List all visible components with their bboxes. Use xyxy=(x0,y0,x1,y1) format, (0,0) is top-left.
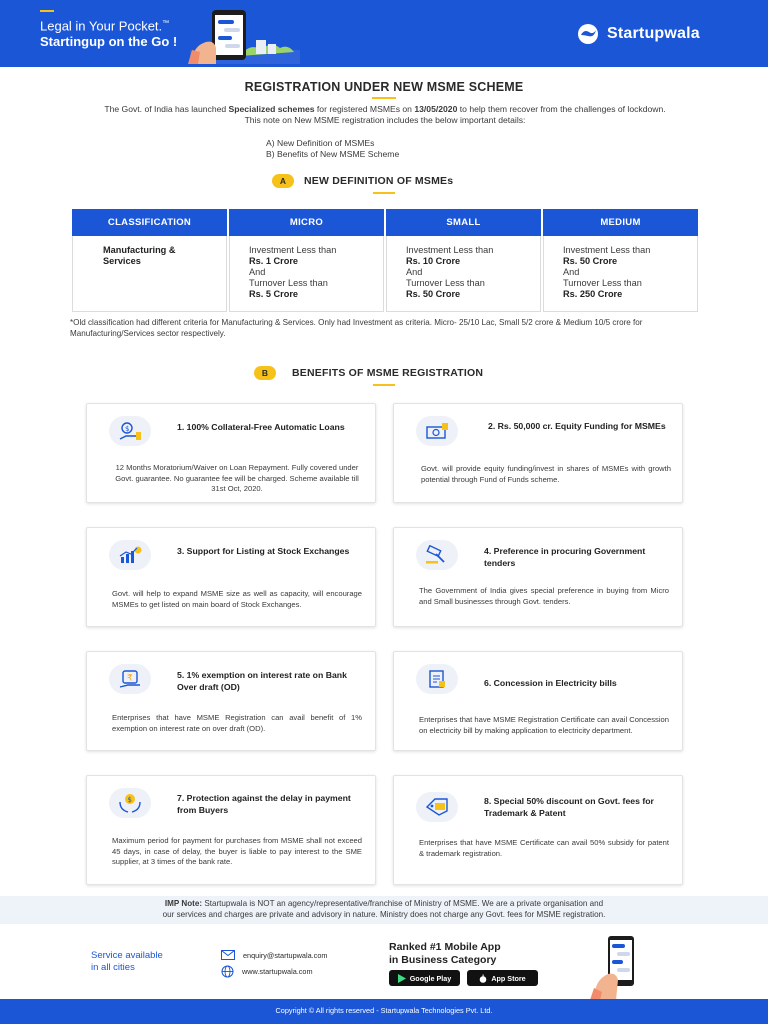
benefit-title: 3. Support for Listing at Stock Exchanges xyxy=(177,546,350,556)
website-link[interactable]: www.startupwala.com xyxy=(242,967,313,976)
benefit-card-8 xyxy=(393,775,683,885)
toc-item: A) New Definition of MSMEs xyxy=(266,138,375,148)
benefit-description: 12 Months Moratorium/Waiver on Loan Repayment. Fully covered under Govt. guarantee. No guarantee fee will be charged. Scheme available till 31st Oct, 2020. xyxy=(115,463,359,494)
classification-footnote: *Old classification had different criteria for Manufacturing & Services. Only had Investment as criteria. Micro- 25/10 Lac, Small 5/2 crore & Medium 10/5 crore for Manufacturing/Services sector respectively. xyxy=(70,318,643,338)
benefit-title: 6. Concession in Electricity bills xyxy=(484,678,617,688)
criteria-label: Turnover Less than xyxy=(249,278,328,288)
table-of-contents xyxy=(266,138,399,160)
website-contact[interactable] xyxy=(221,965,313,978)
gavel-icon xyxy=(416,540,458,570)
intro-date: 13/05/2020 xyxy=(414,104,458,114)
intro-paragraph xyxy=(100,104,670,126)
section-b-underline xyxy=(373,384,395,386)
turnover-limit: Rs. 50 Crore xyxy=(406,289,461,299)
startupwala-logo[interactable] xyxy=(577,23,700,45)
apple-icon xyxy=(479,974,487,983)
benefit-description: Maximum period for payment for purchases from MSME shall not exceed 45 days, in case of delay, the buyer is liable to pay interest to the SME supplier, at 3 times of the bank rate. xyxy=(112,836,362,867)
criteria-label: Investment Less than xyxy=(563,245,651,255)
investment-limit: Rs. 50 Crore xyxy=(563,256,618,266)
service-line-1: Service available xyxy=(91,950,163,961)
category-line: Manufacturing & xyxy=(103,245,176,255)
category-cell xyxy=(72,236,227,312)
medium-cell xyxy=(543,236,698,312)
benefit-title: 7. Protection against the delay in payment from Buyers xyxy=(177,793,351,815)
benefit-description: The Government of India gives special preference in buying from Micro and Small businesses through Govt. tenders. xyxy=(419,586,669,606)
section-b-badge: B xyxy=(254,366,276,380)
benefit-description: Govt. will help to expand MSME size as well as capacity, will encourage MSMEs to get listed on main board of Stock Exchanges. xyxy=(112,589,362,609)
benefit-description: Enterprises that have MSME Registration can avail benefit of 1% exemption on interest rate on over draft (OD). xyxy=(112,713,362,733)
criteria-connector: And xyxy=(406,267,423,277)
phone-hand-illustration xyxy=(170,6,310,64)
note-label: IMP Note: xyxy=(164,899,203,908)
toc-item: B) Benefits of New MSME Scheme xyxy=(266,149,400,159)
benefit-card-2 xyxy=(393,403,683,503)
tagline-accent-line xyxy=(40,10,54,12)
intro-text-2: for registered MSMEs on xyxy=(314,104,415,114)
section-b-heading xyxy=(254,366,483,380)
criteria-connector: And xyxy=(249,267,266,277)
benefit-card-3 xyxy=(86,527,376,627)
phone-in-hand-illustration xyxy=(580,930,660,1000)
benefit-title: 5. 1% exemption on interest rate on Bank Over draft (OD) xyxy=(177,670,347,692)
section-b-title: BENEFITS OF MSME REGISTRATION xyxy=(292,367,484,379)
brand-name: Startupwala xyxy=(607,25,700,42)
header-banner xyxy=(0,0,768,67)
column-header: MICRO xyxy=(229,209,384,236)
important-note xyxy=(0,896,768,924)
service-line-2: in all cities xyxy=(91,961,135,973)
column-header: MEDIUM xyxy=(543,209,698,236)
note-line-1: Startupwala is NOT an agency/representative/franchise of Ministry of MSME. We are a private organisation and xyxy=(202,899,604,908)
category-line: Services xyxy=(103,256,141,266)
turnover-limit: Rs. 5 Crore xyxy=(249,289,299,299)
turnover-limit: Rs. 250 Crore xyxy=(563,289,623,299)
tagline xyxy=(40,16,177,50)
app-store-button[interactable] xyxy=(467,970,538,986)
email-contact[interactable] xyxy=(221,950,327,960)
bill-icon xyxy=(416,664,458,694)
benefit-title: 2. Rs. 50,000 cr. Equity Funding for MSMEs xyxy=(488,421,666,431)
svg-text:$: $ xyxy=(127,796,132,804)
ranked-line-2: in Business Category xyxy=(389,954,497,966)
mail-icon xyxy=(221,950,235,960)
criteria-connector: And xyxy=(563,267,580,277)
tagline-line-2: Startingup on the Go ! xyxy=(40,34,178,50)
cash-icon xyxy=(416,416,458,446)
column-header: SMALL xyxy=(386,209,541,236)
column-header: CLASSIFICATION xyxy=(72,209,227,236)
table-row xyxy=(72,236,698,312)
ranked-line-1: Ranked #1 Mobile App xyxy=(389,941,501,953)
small-cell xyxy=(386,236,541,312)
protect-coin-icon xyxy=(109,788,151,818)
google-play-button[interactable] xyxy=(389,970,460,986)
svg-text:₹: ₹ xyxy=(127,673,133,684)
discount-tag-icon xyxy=(416,792,458,822)
criteria-label: Turnover Less than xyxy=(406,278,485,288)
benefit-description: Enterprises that have MSME Certificate can avail 50% subsidy for patent & trademark registration. xyxy=(419,838,669,858)
email-link[interactable]: enquiry@startupwala.com xyxy=(243,950,328,960)
benefit-card-7 xyxy=(86,775,376,885)
criteria-label: Investment Less than xyxy=(406,245,494,255)
investment-limit: Rs. 10 Crore xyxy=(406,256,461,266)
benefit-title: 1. 100% Collateral-Free Automatic Loans xyxy=(177,422,345,432)
section-a-badge: A xyxy=(272,174,294,188)
criteria-label: Turnover Less than xyxy=(563,278,642,288)
title-underline xyxy=(372,97,396,99)
play-icon xyxy=(398,974,406,983)
benefit-card-6 xyxy=(393,651,683,751)
app-ranking xyxy=(389,941,501,967)
intro-text-1: The Govt. of India has launched xyxy=(104,104,229,114)
investment-limit: Rs. 1 Crore xyxy=(249,256,299,266)
msme-classification-table xyxy=(70,209,700,312)
copyright-text: Copyright © All rights reserved - Startupwala Technologies Pvt. Ltd. xyxy=(275,1006,493,1015)
intro-bold-1: Specialized schemes xyxy=(228,104,315,114)
table-header-row xyxy=(72,209,698,236)
page-title: REGISTRATION UNDER NEW MSME SCHEME xyxy=(244,80,524,94)
logo-mark-icon xyxy=(577,23,599,45)
section-a-underline xyxy=(373,192,395,194)
globe-icon xyxy=(221,965,234,978)
section-a-heading xyxy=(272,174,453,188)
note-line-2: our services and charges are private and advisory in nature. Ministry does not charge any Govt. fees for MSME registration. xyxy=(162,909,606,919)
benefit-description: Enterprises that have MSME Registration Certificate can avail Concession on electricity bill by making application to electricity department. xyxy=(419,715,669,735)
app-store-label: App Store xyxy=(491,973,526,983)
google-play-label: Google Play xyxy=(409,973,452,983)
footer-bar xyxy=(0,999,768,1024)
tagline-line-1: Legal in Your Pocket. xyxy=(40,18,163,34)
section-a-title: NEW DEFINITION OF MSMEs xyxy=(304,175,454,187)
service-availability xyxy=(91,950,163,973)
micro-cell xyxy=(229,236,384,312)
growth-chart-icon xyxy=(109,540,151,570)
intro-text-3: to help them recover from the challenges of lockdown. This note on New MSME registration includes the below important details: xyxy=(244,104,666,125)
rupee-hand-icon xyxy=(109,664,151,694)
benefit-title: 4. Preference in procuring Government tenders xyxy=(484,546,646,568)
benefit-title: 8. Special 50% discount on Govt. fees for Trademark & Patent xyxy=(484,796,654,818)
benefit-card-5 xyxy=(86,651,376,751)
benefit-card-1 xyxy=(86,403,376,503)
benefit-description: Govt. will provide equity funding/invest in shares of MSMEs with growth potential through Fund of Funds scheme. xyxy=(421,464,671,484)
criteria-label: Investment Less than xyxy=(249,245,337,255)
benefit-card-4 xyxy=(393,527,683,627)
hand-money-icon xyxy=(109,416,151,446)
trademark-mark: ™ xyxy=(162,20,170,27)
svg-text:$: $ xyxy=(125,425,130,433)
